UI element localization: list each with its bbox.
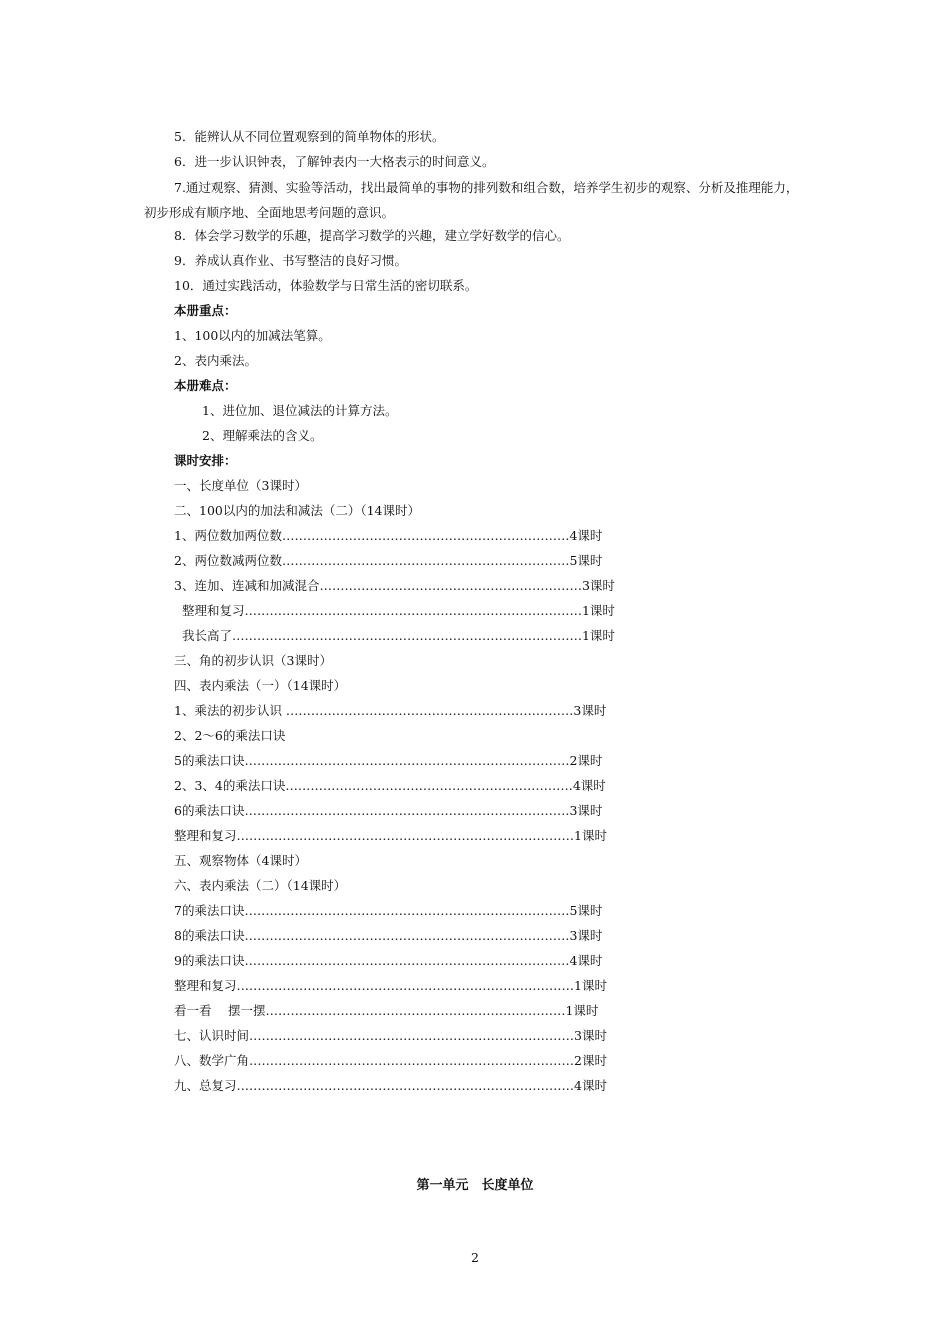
schedule-row: 5的乘法口诀……………………………………………………………………2课时	[174, 753, 603, 768]
difficulties-heading: 本册难点：	[174, 378, 237, 393]
schedule-row: 四、表内乘法（一）（14课时）	[174, 678, 347, 693]
schedule-row: 一、长度单位（3课时）	[174, 478, 307, 493]
schedule-row: 整理和复习………………………………………………………………………1课时	[174, 978, 607, 993]
schedule-row: 2、2～6的乘法口诀	[174, 728, 286, 743]
schedule-row: 六、表内乘法（二）（14课时）	[174, 878, 347, 893]
objective-8: 8．体会学习数学的乐趣，提高学习数学的兴趣，建立学好数学的信心。	[174, 228, 570, 243]
difficulty-item: 2、理解乘法的含义。	[202, 428, 323, 443]
schedule-row: 看一看 摆一摆………………………………………………………………1课时	[174, 1003, 599, 1018]
schedule-row: 八、数学广角……………………………………………………………………2课时	[174, 1053, 607, 1068]
schedule-row: 8的乘法口诀……………………………………………………………………3课时	[174, 928, 603, 943]
key-point-item: 2、表内乘法。	[174, 353, 257, 368]
objective-5: 5．能辨认从不同位置观察到的简单物体的形状。	[174, 129, 445, 144]
schedule-row: 九、总复习………………………………………………………………………4课时	[174, 1078, 607, 1093]
schedule-row: 整理和复习………………………………………………………………………1课时	[174, 828, 607, 843]
schedule-row: 7的乘法口诀……………………………………………………………………5课时	[174, 903, 603, 918]
difficulty-item: 1、进位加、退位减法的计算方法。	[202, 403, 398, 418]
schedule-row: 七、认识时间……………………………………………………………………3课时	[174, 1028, 607, 1043]
schedule-row: 三、角的初步认识（3课时）	[174, 653, 332, 668]
schedule-row: 2、3、4的乘法口诀……………………………………………………………4课时	[174, 778, 606, 793]
schedule-row: 1、乘法的初步认识 ……………………………………………………………3课时	[174, 703, 607, 718]
schedule-row: 9的乘法口诀……………………………………………………………………4课时	[174, 953, 603, 968]
unit-title: 第一单元 长度单位	[416, 1178, 534, 1193]
key-points-heading: 本册重点：	[174, 303, 237, 318]
schedule-row: 整理和复习………………………………………………………………………1课时	[174, 603, 615, 618]
objective-10: 10．通过实践活动，体验数学与日常生活的密切联系。	[174, 278, 478, 293]
schedule-heading: 课时安排：	[174, 453, 237, 468]
objective-6: 6．进一步认识钟表，了解钟表内一大格表示的时间意义。	[174, 154, 495, 169]
schedule-row: 五、观察物体（4课时）	[174, 853, 307, 868]
objective-9: 9．养成认真作业、书写整洁的良好习惯。	[174, 253, 407, 268]
schedule-row: 3、连加、连减和加减混合………………………………………………………3课时	[174, 578, 615, 593]
objective-7: 7.通过观察、猜测、实验等活动，找出最简单的事物的排列数和组合数，培养学生初步的观察、分析及推理能力，初步形成有顺序地、全面地思考问题的意识。	[144, 180, 799, 220]
schedule-row: 2、两位数减两位数……………………………………………………………5课时	[174, 553, 603, 568]
page-number: 2	[471, 1250, 479, 1265]
schedule-row: 1、两位数加两位数……………………………………………………………4课时	[174, 528, 603, 543]
schedule-row: 我长高了…………………………………………………………………………1课时	[174, 628, 615, 643]
key-point-item: 1、100以内的加减法笔算。	[174, 328, 331, 343]
schedule-row: 6的乘法口诀……………………………………………………………………3课时	[174, 803, 603, 818]
schedule-row: 二、100以内的加法和减法（二）（14课时）	[174, 503, 421, 518]
